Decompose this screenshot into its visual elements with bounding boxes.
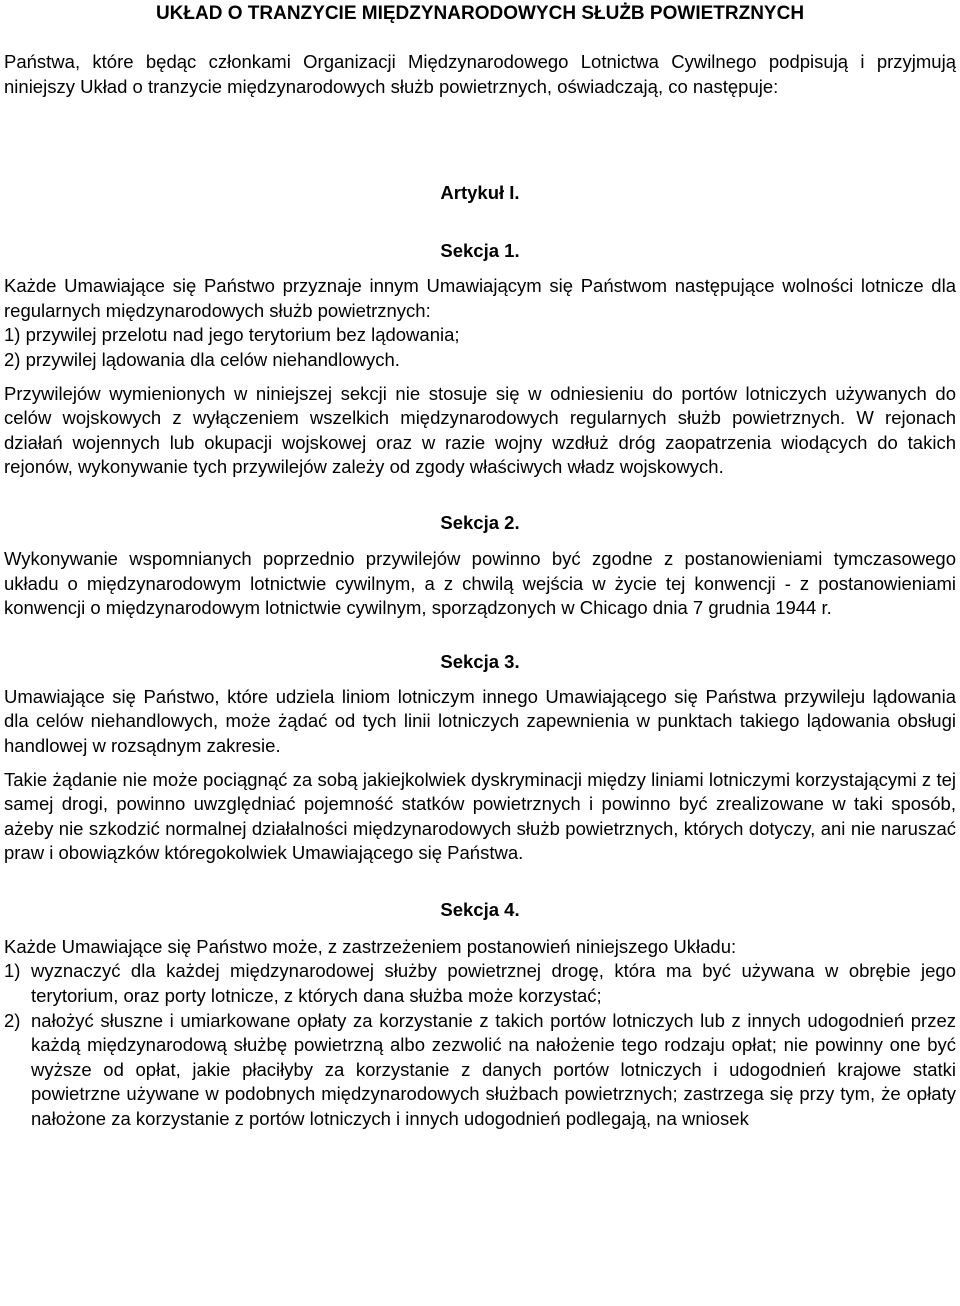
section-4-item-2-number: 2): [4, 1009, 21, 1031]
section-4-item-1-number: 1): [4, 960, 21, 982]
section-1-paragraph-2: Przywilejów wymienionych w niniejszej sekcji nie stosuje się w odniesieniu do portów lotniczych używanych do celów wojskowych z wyłączeniem wszelkich międzynarodowych regularnych służb powietrznych. W rejonach działań wojennych lub okupacji wojskowej oraz w razie wojny wzdłuż dróg zaopatrzenia wiodących do takich rejonów, wykonywanie tych przywilejów zależy od zgody właściwych władz wojskowych.: [4, 382, 956, 478]
section-1-item-1: 1) przywilej przelotu nad jego terytorium bez lądowania;: [4, 324, 460, 346]
section-3-heading: Sekcja 3.: [440, 650, 520, 672]
section-4-item-1-text: wyznaczyć dla każdej międzynarodowej służby powietrznej drogę, która ma być używana w obrębie jego terytorium, oraz porty lotnicze, z których dana służba może korzystać;: [31, 960, 956, 1007]
section-1-item-2: 2) przywilej lądowania dla celów niehandlowych.: [4, 348, 400, 370]
section-3-paragraph-1: Umawiające się Państwo, które udziela liniom lotniczym innego Umawiającego się Państwa przywileju lądowania dla celów niehandlowych, może żądać od tych linii lotniczych zapewnienia w punktach takiego lądowania obsługi handlowej w rozsądnym zakresie.: [4, 685, 956, 756]
preamble: Państwa, które będąc członkami Organizacji Międzynarodowego Lotnictwa Cywilnego podpisują i przyjmują niniejszy Układ o tranzycie międzynarodowych służb powietrznych, oświadczają, co następuje:: [4, 51, 956, 97]
section-1-intro: Każde Umawiające się Państwo przyznaje innym Umawiającym się Państwom następujące wolności lotnicze dla regularnych międzynarodowych służb powietrznych:: [4, 275, 956, 321]
section-2-paragraph-1: Wykonywanie wspomnianych poprzednio przywilejów powinno być zgodne z postanowieniami tymczasowego układu o międzynarodowym lotnictwie cywilnym, a z chwilą wejścia w życie tej konwencji - z postanowieniami konwencji o międzynarodowym lotnictwie cywilnym, sporządzonych w Chicago dnia 7 grudnia 1944 r.: [4, 547, 956, 619]
section-4-item-1: [4, 959, 956, 1008]
document-title: UKŁAD O TRANZYCIE MIĘDZYNARODOWYCH SŁUŻB POWIETRZNYCH: [155, 3, 805, 24]
section-4-intro: Każde Umawiające się Państwo może, z zastrzeżeniem postanowień niniejszego Układu:: [4, 935, 737, 957]
article-heading: Artykuł I.: [440, 182, 520, 204]
section-2-heading: Sekcja 2.: [440, 511, 520, 533]
section-4-item-2-text: nałożyć słuszne i umiarkowane opłaty za korzystanie z takich portów lotniczych lub z innych udogodnień przez każdą międzynarodową służbę powietrzną albo zezwolić na nałożenie tego rodzaju opłat; nie powinny one być wyższe od opłat, jakie płaciłyby za korzystanie z danych portów lotniczych i udogodnień krajowe statki powietrzne używane w podobnych międzynarodowych służbach powietrznych; zastrzega się przy tym, że opłaty nałożone za korzystanie z portów lotniczych i innych udogodnień podlegają, na wniosek: [31, 1009, 956, 1130]
section-3-paragraph-2: Takie żądanie nie może pociągnąć za sobą jakiejkolwiek dyskryminacji między liniami lotniczymi korzystającymi z tej samej drogi, powinno uwzględniać pojemność statków powietrznych i powinno być zrealizowane w taki sposób, ażeby nie szkodzić normalnej działalności międzynarodowych służb powietrznych, których dotyczy, ani nie naruszać praw i obowiązków któregokolwiek Umawiającego się Państwa.: [4, 768, 956, 864]
section-1-heading: Sekcja 1.: [440, 240, 520, 262]
section-4-item-2: [4, 1009, 956, 1132]
section-4-heading: Sekcja 4.: [440, 898, 520, 920]
